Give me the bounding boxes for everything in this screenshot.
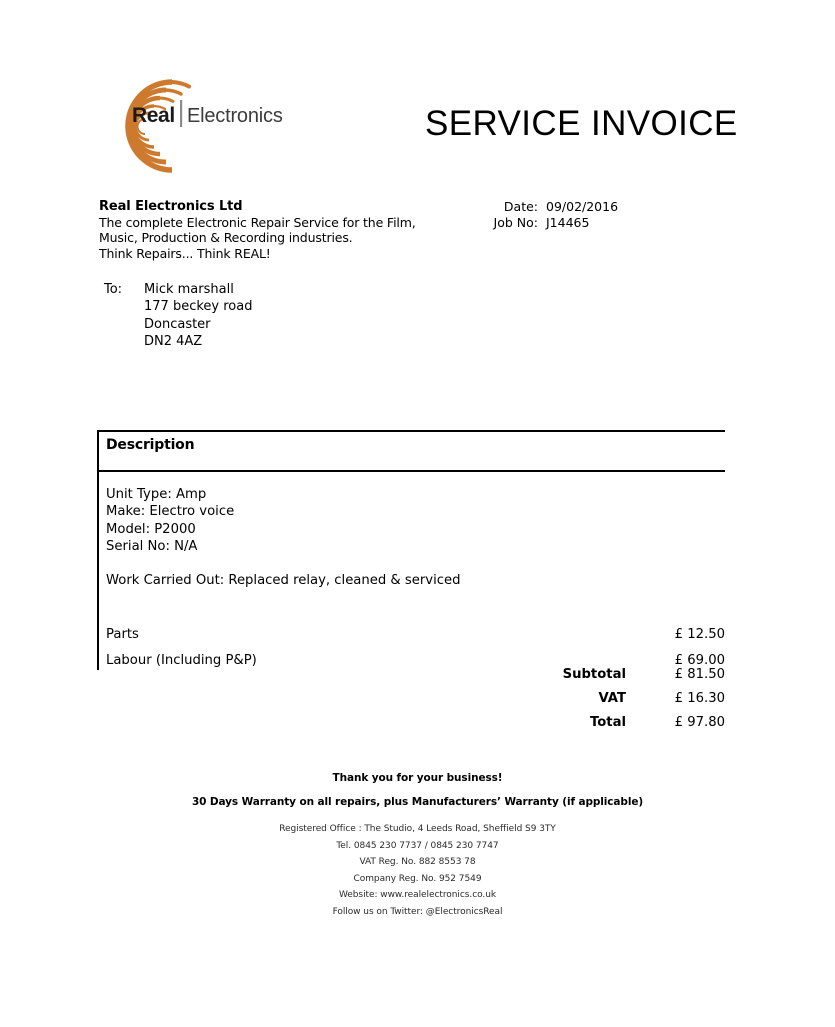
table-header-rule bbox=[97, 470, 725, 472]
vat-amount: £ 16.30 bbox=[674, 690, 725, 706]
job-number-label: Job No: bbox=[493, 215, 538, 230]
footer-twitter: Follow us on Twitter: @ElectronicsReal bbox=[332, 906, 503, 917]
footer-legal-details bbox=[0, 821, 835, 921]
table-top-rule bbox=[97, 430, 725, 432]
invoice-date-label: Date: bbox=[503, 199, 538, 214]
recipient-city: Doncaster bbox=[144, 316, 211, 332]
invoice-date-row bbox=[470, 199, 700, 215]
job-number-value: J14465 bbox=[546, 215, 590, 230]
recipient-street: 177 beckey road bbox=[144, 299, 253, 315]
company-name: Real Electronics Ltd bbox=[99, 199, 243, 214]
vat-row bbox=[330, 687, 725, 711]
subtotal-label: Subtotal bbox=[562, 667, 626, 682]
detail-unit-type: Unit Type: Amp bbox=[106, 487, 207, 502]
totals-block bbox=[330, 663, 725, 734]
company-tagline-line-3: Think Repairs... Think REAL! bbox=[99, 245, 271, 261]
detail-make: Make: Electro voice bbox=[106, 504, 235, 520]
recipient-city-row bbox=[104, 316, 252, 333]
recipient-postcode: DN2 4AZ bbox=[144, 334, 203, 350]
line-item-label: Labour (Including P&P) bbox=[106, 653, 257, 668]
total-row bbox=[330, 711, 725, 735]
column-header-description: Description bbox=[106, 437, 195, 453]
logo-wordmark-bold: Real bbox=[132, 104, 175, 127]
subtotal-row bbox=[330, 663, 725, 687]
detail-work-carried-out: Work Carried Out: Replaced relay, cleaned & serviced bbox=[106, 573, 461, 589]
footer-telephone: Tel. 0845 230 7737 / 0845 230 7747 bbox=[336, 840, 499, 851]
recipient-name: Mick marshall bbox=[144, 282, 234, 297]
logo-wordmark-light: Electronics bbox=[187, 105, 283, 127]
recipient-spacer-1 bbox=[104, 298, 144, 315]
logo-divider bbox=[180, 100, 182, 127]
footer-website: Website: www.realelectronics.co.uk bbox=[338, 890, 497, 901]
total-label: Total bbox=[589, 714, 626, 730]
invoice-footer bbox=[0, 772, 835, 921]
job-number-row bbox=[470, 215, 700, 231]
invoice-date-value: 09/02/2016 bbox=[546, 199, 619, 214]
recipient-postcode-row bbox=[104, 333, 252, 350]
recipient-spacer-2 bbox=[104, 316, 144, 333]
page-title: SERVICE INVOICE bbox=[425, 104, 738, 143]
detail-model: Model: P2000 bbox=[106, 521, 196, 537]
description-details bbox=[106, 486, 461, 589]
footer-registered-office: Registered Office : The Studio, 4 Leeds Road, Sheffield S9 3TY bbox=[279, 824, 556, 834]
recipient-block bbox=[104, 281, 252, 351]
recipient-first-row bbox=[104, 281, 252, 298]
company-info-block bbox=[99, 199, 419, 261]
footer-vat-reg: VAT Reg. No. 882 8553 78 bbox=[359, 857, 476, 868]
footer-thanks: Thank you for your business! bbox=[332, 772, 503, 784]
vat-label: VAT bbox=[598, 690, 626, 706]
subtotal-amount: £ 81.50 bbox=[674, 667, 725, 682]
company-tagline-line-1: The complete Electronic Repair Service for the Film, bbox=[99, 214, 416, 230]
recipient-label: To: bbox=[104, 282, 123, 297]
recipient-street-row bbox=[104, 298, 252, 315]
invoice-meta-block bbox=[470, 199, 700, 231]
line-item-row bbox=[106, 622, 725, 648]
company-tagline-line-2: Music, Production & Recording industries. bbox=[99, 230, 353, 246]
detail-serial-no: Serial No: N/A bbox=[106, 538, 198, 554]
line-item-label: Parts bbox=[106, 627, 139, 642]
footer-warranty: 30 Days Warranty on all repairs, plus Manufacturers’ Warranty (if applicable) bbox=[191, 796, 644, 808]
footer-company-reg: Company Reg. No. 952 7549 bbox=[353, 873, 482, 884]
total-amount: £ 97.80 bbox=[674, 714, 725, 730]
company-logo bbox=[88, 78, 298, 173]
invoice-header bbox=[0, 72, 835, 182]
table-left-border bbox=[97, 430, 99, 670]
line-item-amount: £ 12.50 bbox=[674, 627, 725, 642]
line-item-amount: £ 69.00 bbox=[674, 653, 725, 668]
recipient-spacer-3 bbox=[104, 333, 144, 350]
